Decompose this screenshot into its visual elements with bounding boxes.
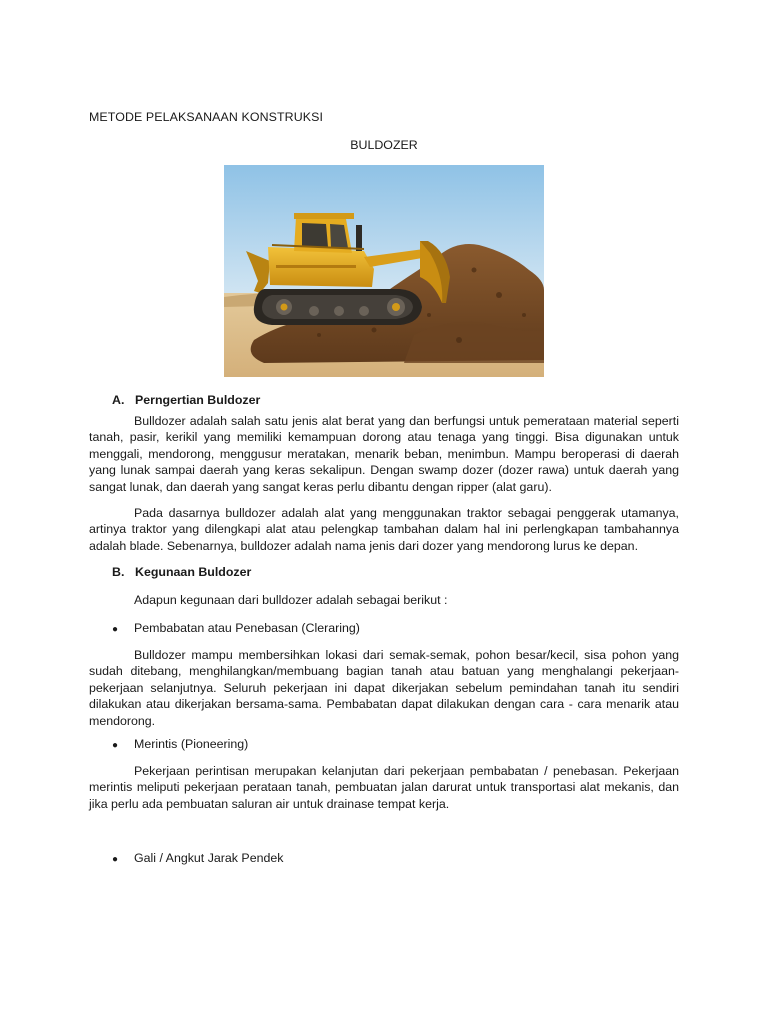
- bullet-icon: ●: [112, 854, 119, 865]
- bullet-icon: ●: [112, 624, 119, 635]
- list-item: [112, 851, 283, 865]
- section-b-intro: Adapun kegunaan dari bulldozer adalah sebagai berikut :: [134, 593, 448, 607]
- section-a-paragraph-2: Pada dasarnya bulldozer adalah alat yang menggunakan traktor sebagai penggerak utamanya, artinya traktor yang dilengkapi alat atau pelengkap tambahan dalam hal ini perlengkapan tambahannya adalah blade. Sebenarnya, bulldozer adalah nama jenis dari dozer yang mendorong lurus ke depan.: [89, 506, 679, 553]
- section-b-heading: [112, 565, 251, 579]
- list-item: [112, 621, 360, 635]
- bulldozer-photo: [224, 165, 544, 377]
- section-b-letter: B.: [112, 565, 125, 579]
- section-a-letter: A.: [112, 393, 125, 407]
- list-item-text: Bulldozer mampu membersihkan lokasi dari semak-semak, pohon besar/kecil, sisa pohon yang sudah ditebang, menghilangkan/membuang bagian tanah atau batuan yang menghalangi pekerjaan-pekerjaan selanjutnya. Seluruh pekerjaan ini dapat dikerjakan sebelum pemindahan tanah itu sendiri dilakukan atau dikerjakan bersama-sama. Pembabatan dapat dilakukan dengan cara - cara menarik atau mendorong.: [89, 648, 679, 728]
- list-item-label: Gali / Angkut Jarak Pendek: [134, 851, 284, 865]
- list-item-text: Pekerjaan perintisan merupakan kelanjutan dari pekerjaan pembabatan / penebasan. Pekerjaan merintis meliputi pekerjaan perataan tanah, pembuatan jalan darurat untuk transportasi alat mekanis, dan jika perlu ada pembuatan saluran air untuk drainase tempat kerja.: [89, 764, 679, 811]
- list-item-label: Pembabatan atau Penebasan (Cleraring): [134, 621, 360, 635]
- document-title: METODE PELAKSANAAN KONSTRUKSI: [89, 110, 324, 124]
- section-a-paragraph-1: Bulldozer adalah salah satu jenis alat berat yang dan berfungsi untuk pemerataan material seperti tanah, pasir, kerikil yang memiliki kemampuan dorong atau tenaga yang tinggi. Bisa digunakan untuk menggali, mendorong, menggusur meratakan, menarik beban, menimbun. Mampu beroperasi di daerah yang lunak sampai daerah yang keras sekalipun. Dengan swamp dozer (dozer rawa) untuk daerah yang sangat lunak, dan daerah yang sangat keras perlu dibantu dengan ripper (alat garu).: [89, 414, 679, 494]
- section-a-heading: [112, 393, 260, 407]
- list-item-label: Merintis (Pioneering): [134, 737, 249, 751]
- bullet-icon: ●: [112, 740, 119, 751]
- list-item: [112, 737, 248, 751]
- document-subtitle: BULDOZER: [350, 138, 418, 152]
- section-a-title: Perngertian Buldozer: [135, 393, 261, 407]
- section-b-title: Kegunaan Buldozer: [135, 565, 252, 579]
